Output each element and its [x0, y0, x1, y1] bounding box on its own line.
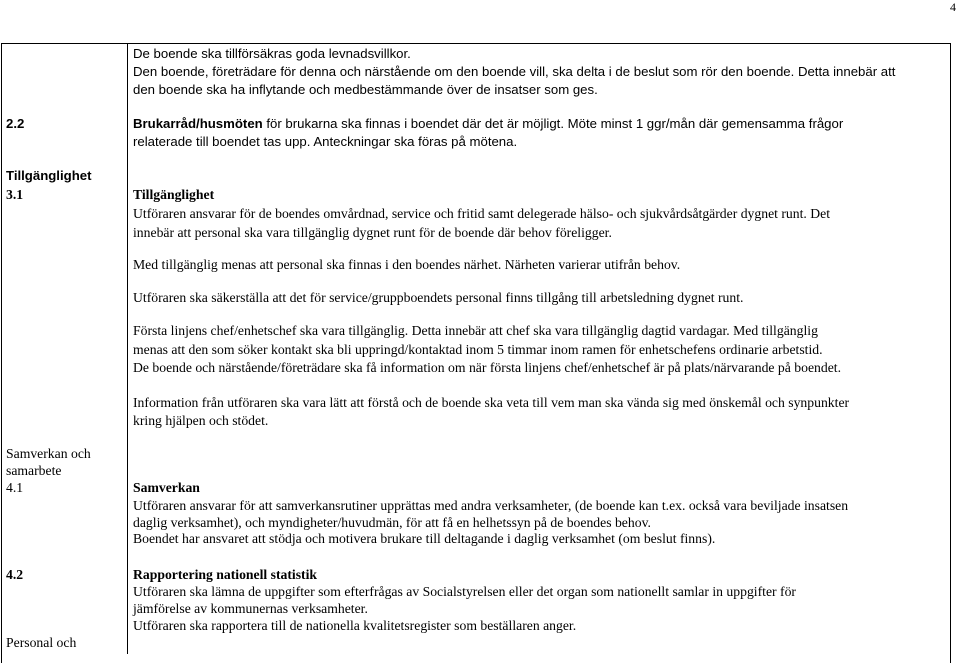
section-3-1-p4-line-1: Första linjens chef/enhetschef ska vara tillgänglig. Detta innebär att chef ska vara tillgänglig dagtid vardagar. Med tillgänglig	[133, 323, 818, 338]
left-heading-personal: Personal och	[6, 635, 77, 650]
section-3-1-p1-line-2: innebär att personal ska vara tillgänglig dygnet runt för de boende där behov föreligger.	[133, 225, 612, 240]
section-4-2-number: 4.2	[6, 567, 24, 582]
section-3-1-p3: Utföraren ska säkerställa att det för service/gruppboendets personal finns tillgång till arbetsledning dygnet runt.	[133, 290, 744, 305]
section-2-2-number: 2.2	[6, 116, 25, 131]
section-4-1-heading: Samverkan	[133, 480, 200, 495]
section-3-1-p4-line-2: menas att den som söker kontakt ska bli uppringd/kontaktad inom 5 timmar inom ramen för enhetschefens ordinarie arbetstid.	[133, 342, 823, 357]
section-4-1-number: 4.1	[6, 480, 24, 495]
intro-line-3: den boende ska ha inflytande och medbestämmande över de insatser som ges.	[133, 82, 598, 97]
section-3-1-p4-line-3: De boende och närstående/företrädare ska få information om när första linjens chef/enhetschef är på plats/närvarande på boendet.	[133, 360, 842, 375]
section-4-2-line-2: jämförelse av kommunernas verksamheter.	[133, 601, 368, 616]
section-3-1-p5-line-1: Information från utföraren ska vara lätt att förstå och de boende ska veta till vem man ska vända sig med önskemål och synpunkter	[133, 395, 850, 410]
section-4-2-heading: Rapportering nationell statistik	[133, 567, 318, 582]
section-3-1-p2: Med tillgänglig menas att personal ska finnas i den boendes närhet. Närheten varierar utifrån behov.	[133, 257, 681, 272]
section-3-1-p5-line-2: kring hjälpen och stödet.	[133, 413, 269, 428]
section-2-2-line-1	[133, 115, 843, 133]
section-4-1-line-1: Utföraren ansvarar för att samverkansrutiner upprättas med andra verksamheter, (de boende kan t.ex. också vara beviljade insatsen	[133, 498, 849, 513]
left-heading-tillganglighet: Tillgänglighet	[6, 168, 92, 183]
section-4-2-line-3: Utföraren ska rapportera till de nationella kvalitetsregister som beställaren anger.	[133, 618, 577, 633]
left-heading-samverkan-2: samarbete	[6, 463, 62, 478]
section-4-1-line-3: Boendet har ansvaret att stödja och motivera brukare till deltagande i daglig verksamhet (om beslut finns).	[133, 531, 716, 546]
section-3-1-number: 3.1	[6, 187, 24, 202]
section-3-1-p1-line-1: Utföraren ansvarar för de boendes omvårdnad, service och fritid samt delegerade hälso- och sjukvårdsåtgärder dygnet runt. Det	[133, 206, 831, 221]
section-2-2-heading: Brukarråd/husmöten	[133, 116, 263, 131]
section-4-1-line-2: daglig verksamhet), och myndigheter/huvudmän, för att få en helhetssyn på de boendes behov.	[133, 515, 651, 530]
section-2-2-text: för brukarna ska finnas i boendet där det är möjligt. Möte minst 1 ggr/mån där gemensamma frågor	[262, 116, 844, 131]
section-4-2-line-1: Utföraren ska lämna de uppgifter som efterfrågas av Socialstyrelsen eller det organ som nationellt samlar in uppgifter för	[133, 584, 796, 599]
section-2-2-line-2: relaterade till boendet tas upp. Anteckningar ska föras på mötena.	[133, 134, 518, 149]
left-heading-samverkan-1: Samverkan och	[6, 446, 91, 461]
column-divider	[127, 44, 128, 654]
intro-line-2: Den boende, företrädare för denna och närstående om den boende vill, ska delta i de beslut som rör den boende. Detta innebär att	[133, 64, 896, 79]
page-number: 4	[950, 0, 956, 14]
section-3-1-heading: Tillgänglighet	[133, 187, 215, 202]
intro-line-1: De boende ska tillförsäkras goda levnadsvillkor.	[133, 46, 411, 61]
